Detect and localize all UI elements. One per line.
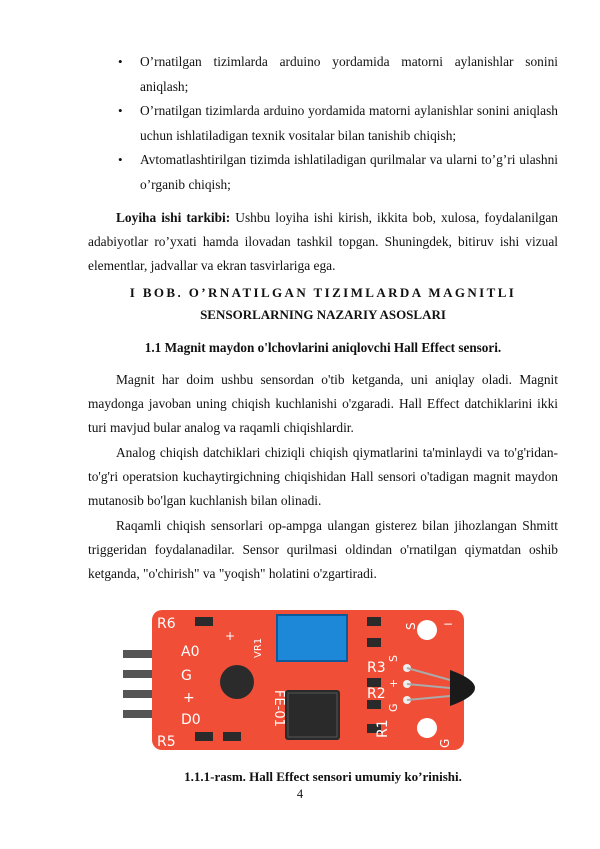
list-item-text: O’rnatilgan tizimlarda arduino yordamida matorni aylanishlar sonini aniqlash; bbox=[140, 54, 558, 94]
mount-hole-icon bbox=[417, 620, 437, 640]
structure-text: Ushbu loyiha ishi kirish, ikkita bob, xulosa, foydalanilgan adabiyotlar ro’yxati hamda ilovadan tashkil topgan. Shuningdek, bitiruv ishi vizual elementlar, jadvallar va ekran tasvirlariga ega. bbox=[88, 210, 558, 274]
label-a0: A0 bbox=[181, 644, 200, 660]
section-title: 1.1 Magnit maydon o'lchovlarini aniqlovchi Hall Effect sensori. bbox=[144, 340, 502, 355]
structure-paragraph bbox=[88, 206, 558, 279]
label-r3: R3 bbox=[367, 660, 386, 676]
body-paragraph-1: Magnit har doim ushbu sensordan o'tib ketganda, uni aniqlay oladi. Magnit maydonga javoban uning chiqish kuchlanishi o'zgaradi. Hall Effect datchiklarini ikki turi mavjud bular analog va raqamli chiqishlardir. bbox=[88, 372, 558, 436]
label-plus-small: + bbox=[225, 629, 236, 643]
body-paragraph-3: Raqamli chiqish sensorlari op-ampga ulangan gisterez bilan jihozlangan Shmitt triggeridan foydalanadilar. Sensor qurilmasi oldindan o'rnatilgan qiymatdan oshib ketganda, "o'chirish" va "yoqish" holatini o'zgartiradi. bbox=[88, 518, 558, 582]
label-minus-top: − bbox=[443, 617, 454, 631]
label-r6: R6 bbox=[157, 616, 176, 632]
list-item-text: Avtomatlashtirilgan tizimda ishlatiladigan qurilmalar va ularni to’g’ri ulashni o’rganib chiqish; bbox=[140, 152, 558, 192]
list-item bbox=[118, 99, 558, 148]
goals-list bbox=[118, 50, 558, 197]
label-r1: R1 bbox=[375, 719, 391, 738]
chapter-title-line1: I BOB. O’RNATILGAN TIZIMLARDA MAGNITLI bbox=[129, 285, 517, 300]
comparator-chip bbox=[285, 690, 340, 740]
body-paragraph-2: Analog chiqish datchiklari chiziqli chiqish qiymatlarini ta'minlaydi va to'g'ridan-to'g'ri operatsion kuchaytirgichning chiqishidan Hall sensori o'tadigan magnit maydon mutanosib bo'lgan kuchlanish bilan olinadi. bbox=[88, 445, 558, 509]
chapter-title-line2: SENSORLARNING NAZARIY ASOSLARI bbox=[200, 307, 446, 322]
label-g: G bbox=[181, 668, 192, 684]
list-item bbox=[118, 50, 558, 99]
bullet-icon: • bbox=[118, 103, 123, 118]
label-r5: R5 bbox=[157, 734, 176, 750]
label-fe01: FE-01 bbox=[271, 690, 286, 727]
label-s-side: S bbox=[387, 655, 400, 662]
page-number: 4 bbox=[296, 787, 304, 801]
label-s-top: S bbox=[404, 622, 418, 630]
list-item bbox=[118, 148, 558, 197]
label-plus: + bbox=[183, 690, 195, 706]
label-vr1: VR1 bbox=[253, 637, 264, 658]
structure-label: Loyiha ishi tarkibi: bbox=[116, 210, 231, 225]
bullet-icon: • bbox=[118, 54, 123, 69]
bullet-icon: • bbox=[118, 152, 123, 167]
label-g-side: G bbox=[387, 703, 400, 712]
label-r2: R2 bbox=[367, 686, 386, 702]
hall-sensor-illustration bbox=[105, 600, 500, 760]
figure-caption: 1.1.1-rasm. Hall Effect sensori umumiy ko’rinishi. bbox=[184, 769, 462, 784]
label-g-bottom: G bbox=[438, 738, 452, 748]
potentiometer bbox=[277, 615, 347, 661]
label-plus-side: + bbox=[387, 678, 400, 688]
sensor-disc-icon bbox=[220, 665, 254, 699]
label-d0: D0 bbox=[181, 712, 201, 728]
mount-hole-icon bbox=[417, 718, 437, 738]
list-item-text: O’rnatilgan tizimlarda arduino yordamida matorni aylanishlar sonini aniqlash uchun ishlatiladigan texnik vositalar bilan tanishib chiqish; bbox=[140, 103, 558, 143]
